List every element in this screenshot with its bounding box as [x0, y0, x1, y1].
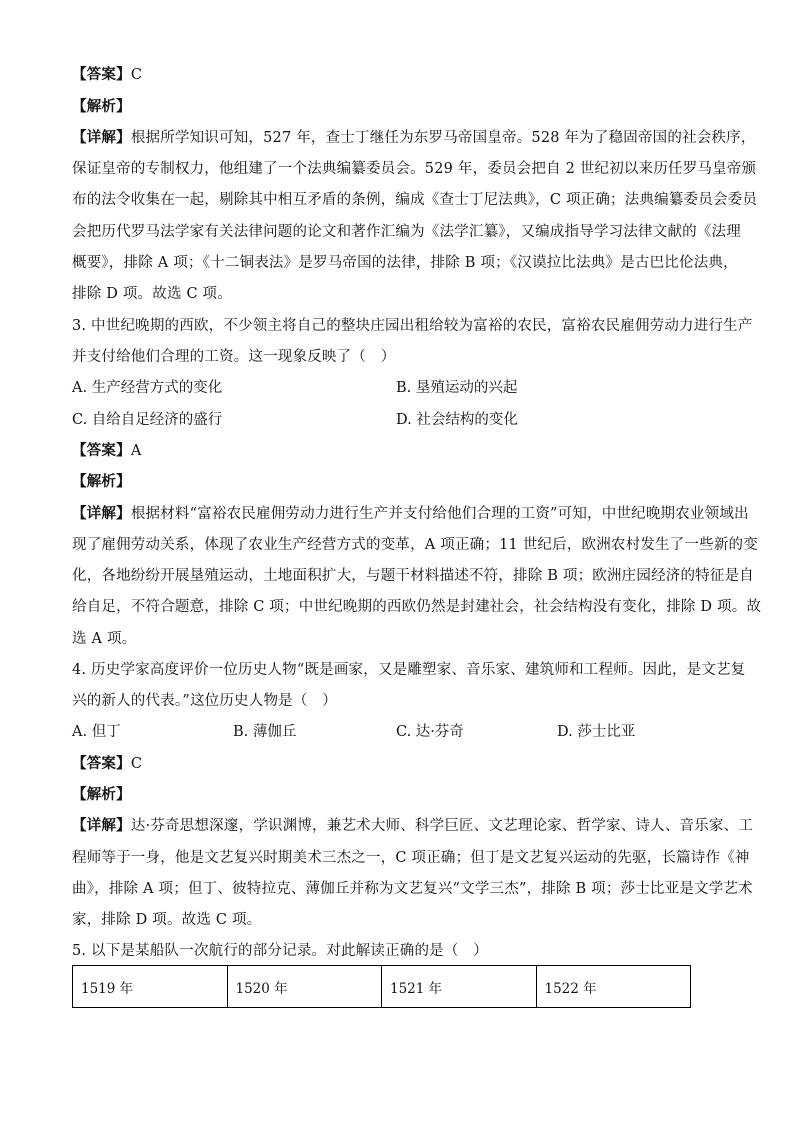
q5-stem: 5. 以下是某船队一次航行的部分记录。对此解读正确的是（ ） [72, 943, 488, 959]
q4-stem-line-1: 4. 历史学家高度评价一位历史人物“既是画家，又是雕塑家、音乐家、建筑师和工程师。因此，是文艺复 [72, 662, 746, 678]
q3-analysis-tag: 【解析】 [72, 473, 131, 490]
q3-option-c: C. 自给自足经济的盛行 [72, 412, 223, 428]
q4-option-b: B. 薄伽丘 [233, 724, 297, 740]
q2-detail-line-2: 保证皇帝的专制权力，他组建了一个法典编纂委员会。529 年，委员会把自 2 世纪初以来历任罗马皇帝颁 [72, 161, 757, 177]
q2-detail-line-1: 【详解】根据所学知识可知，527 年，查士丁继任为东罗马帝国皇帝。528 年为了稳固帝国的社会秩序， [72, 129, 756, 146]
q4-detail-line-4: 家，排除 D 项。故选 C 项。 [72, 912, 262, 928]
answer-value: C [130, 67, 143, 83]
q3-detail-line-3: 化，各地纷纷开展垦殖运动，土地面积扩大，与题干材料描述不符，排除 B 项；欧洲庄园经济的特征是自 [72, 568, 754, 584]
q4-option-d: D. 莎士比亚 [557, 724, 636, 740]
q4-option-c: C. 达·芬奇 [396, 724, 464, 740]
q3-detail-line-5: 选 A 项。 [72, 631, 137, 647]
q3-stem-line-1: 3. 中世纪晚期的西欧，不少领主将自己的整块庄园出租给较为富裕的农民，富裕农民雇佣劳动力进行生产 [72, 318, 753, 334]
q4-analysis-tag: 【解析】 [72, 786, 131, 803]
q3-option-a: A. 生产经营方式的变化 [72, 380, 223, 396]
q2-detail-line-5: 概要》，排除 A 项；《十二铜表法》是罗马帝国的法律，排除 B 项；《汉谟拉比法典》是古巴比伦法典， [72, 255, 738, 271]
table-cell-1521: 1521 年 [382, 966, 537, 1008]
q4-option-a: A. 但丁 [72, 724, 121, 740]
q3-stem-line-2: 并支付给他们合理的工资。这一现象反映了（ ） [72, 349, 396, 365]
q4-stem-line-2: 兴的新人的代表。”这位历史人物是（ ） [72, 693, 337, 709]
q3-answer-line: 【答案】A [72, 442, 142, 459]
table-cell-1520: 1520 年 [227, 966, 382, 1008]
q4-detail-line-2: 程师等于一身，他是文艺复兴时期美术三杰之一，C 项正确；但丁是文艺复兴运动的先驱，长篇诗作《神 [72, 850, 750, 866]
q2-detail-line-6: 排除 D 项。故选 C 项。 [72, 286, 232, 302]
q3-detail-line-4: 给自足，不符合题意，排除 C 项；中世纪晚期的西欧仍然是封建社会，社会结构没有变化，排除 D 项。故 [72, 599, 762, 615]
q3-option-d: D. 社会结构的变化 [396, 412, 518, 428]
q2-analysis-tag: 【解析】 [72, 98, 131, 115]
voyage-record-table [72, 965, 691, 1008]
q4-detail-line-3: 曲》，排除 A 项；但丁、彼特拉克、薄伽丘并称为文艺复兴“文学三杰”，排除 B 项；莎士比亚是文学艺术 [72, 881, 753, 897]
q2-detail-line-3: 布的法令收集在一起，剔除其中相互矛盾的条例，编成《查士丁尼法典》，C 项正确；法典编纂委员会委员 [72, 192, 758, 208]
q2-answer-line [72, 65, 722, 85]
q2-detail-line-4: 会把历代罗马法学家有关法律问题的论文和著作汇编为《法学汇纂》，又编成指导学习法律文献的《法理 [72, 224, 741, 240]
q4-answer-line: 【答案】C [72, 755, 143, 772]
answer-value: C [130, 756, 143, 772]
table-cell-1522: 1522 年 [536, 966, 691, 1008]
q4-detail-line-1: 【详解】达·芬奇思想深邃，学识渊博，兼艺术大师、科学巨匠、文艺理论家、哲学家、诗人、音乐家、工 [72, 817, 754, 834]
table-row [73, 966, 691, 1008]
answer-tag: 【答案】 [72, 66, 131, 83]
q3-detail-line-1: 【详解】根据材料“富裕农民雇佣劳动力进行生产并支付给他们合理的工资”可知，中世纪晚期农业领域出 [72, 505, 749, 522]
answer-value: A [130, 443, 142, 459]
q3-detail-line-2: 现了雇佣劳动关系，体现了农业生产经营方式的变革，A 项正确；11 世纪后，欧洲农村发生了一些新的变 [72, 537, 758, 553]
q3-option-b: B. 垦殖运动的兴起 [396, 380, 518, 396]
table-cell-1519: 1519 年 [73, 966, 228, 1008]
